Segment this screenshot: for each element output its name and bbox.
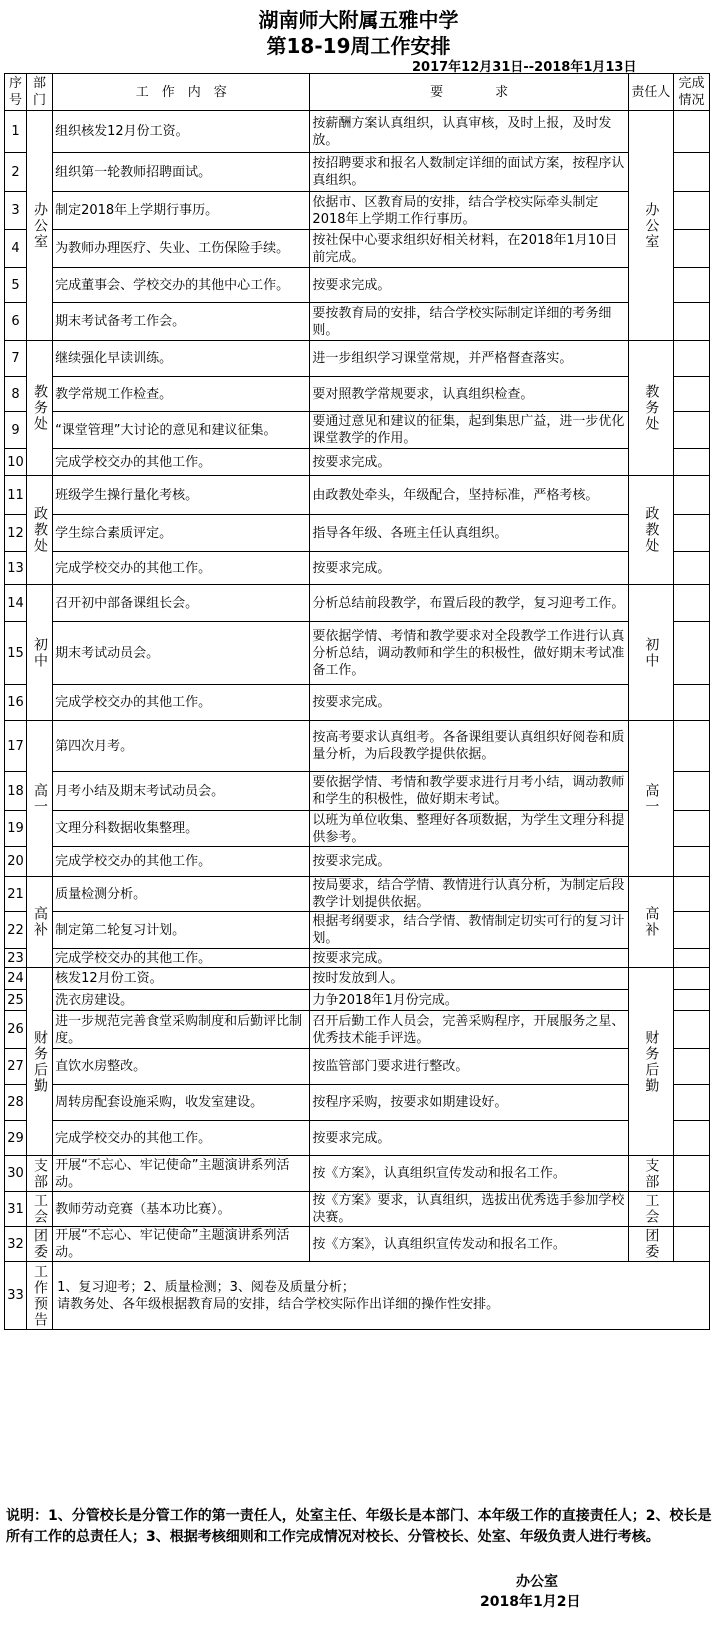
work-content: 月考小结及期末考试动员会。 [53, 772, 310, 811]
responsible-cell [628, 721, 673, 877]
work-content: 进一步规范完善食堂采购制度和后勤评比制度。 [53, 1011, 310, 1049]
status-cell [673, 449, 709, 476]
status-cell [673, 1085, 709, 1121]
status-cell [673, 772, 709, 811]
table-row [5, 990, 710, 1011]
dept-cell [27, 341, 53, 476]
dept-cell [27, 877, 53, 968]
table-row [5, 847, 710, 877]
requirement: 按局要求，结合学情、教情进行认真分析，为制定后段教学计划提供依据。 [310, 877, 628, 912]
table-row [5, 772, 710, 811]
row-no: 4 [5, 230, 27, 268]
responsible-cell [628, 1192, 673, 1227]
requirement: 召开后勤工作人员会，完善采购程序，开展服务之星、优秀技术能手评选。 [310, 1011, 628, 1049]
dept-label: 办公室 [32, 201, 49, 250]
footer-note: 说明：1、分管校长是分管工作的第一责任人，处室主任、年级长是本部门、本年级工作的直接责任人；2、校长是所有工作的总责任人；3、根据考核细则和工作完成情况对校长、分管校长、处室、年级负责人进行考核。 [6, 1508, 712, 1545]
preview-row [5, 1262, 710, 1330]
status-cell [673, 1011, 709, 1049]
status-cell [673, 1227, 709, 1262]
table-row [5, 476, 710, 515]
row-no: 14 [5, 585, 27, 622]
status-cell [673, 412, 709, 449]
table-row [5, 341, 710, 377]
requirement: 根据考纲要求，结合学情、教情制定切实可行的复习计划。 [310, 912, 628, 949]
row-no: 13 [5, 552, 27, 585]
work-content: 教师劳动竞赛（基本功比赛）。 [53, 1192, 310, 1227]
status-cell [673, 877, 709, 912]
requirement: 按薪酬方案认真组织，认真审核，及时上报，及时发放。 [310, 111, 628, 153]
table-row [5, 685, 710, 721]
status-cell [673, 585, 709, 622]
requirement: 按程序采购，按要求如期建设好。 [310, 1085, 628, 1121]
requirement: 要对照教学常规要求，认真组织检查。 [310, 377, 628, 412]
table-row [5, 268, 710, 303]
requirement: 按社保中心要求组织好相关材料，在2018年1月10日前完成。 [310, 230, 628, 268]
requirement: 进一步组织学习课堂常规，并严格督查落实。 [310, 341, 628, 377]
dept-label: 教务处 [32, 384, 49, 432]
responsible-label: 办公室 [643, 201, 660, 250]
status-cell [673, 1121, 709, 1156]
row-no: 30 [5, 1156, 27, 1192]
work-content: 完成学校交办的其他工作。 [53, 449, 310, 476]
responsible-label: 教务处 [643, 384, 660, 432]
table-row [5, 949, 710, 968]
dept-label: 初中 [32, 636, 49, 669]
date-range: 2017年12月31日--2018年1月13日 [412, 60, 637, 75]
work-content: 制定第二轮复习计划。 [53, 912, 310, 949]
work-content: 直饮水房整改。 [53, 1049, 310, 1085]
status-cell [673, 111, 709, 153]
table-row [5, 1227, 710, 1262]
requirement: 要依据学情、考情和教学要求进行月考小结，调动教师和学生的积极性，做好期末考试。 [310, 772, 628, 811]
work-content: 核发12月份工资。 [53, 968, 310, 990]
requirement: 按要求完成。 [310, 268, 628, 303]
responsible-cell [628, 111, 673, 341]
header-resp: 责任人 [628, 74, 673, 111]
signer: 办公室 [516, 1574, 558, 1590]
status-cell [673, 476, 709, 515]
work-content: 洗衣房建设。 [53, 990, 310, 1011]
row-no: 17 [5, 721, 27, 772]
table-row [5, 1011, 710, 1049]
status-cell [673, 230, 709, 268]
dept-label: 高补 [32, 906, 49, 938]
table-row [5, 622, 710, 685]
school-name: 湖南师大附属五雅中学 [258, 8, 459, 32]
status-cell [673, 268, 709, 303]
dept-cell [27, 585, 53, 721]
row-no: 15 [5, 622, 27, 685]
work-content: 继续强化早读训练。 [53, 341, 310, 377]
work-content: 班级学生操行量化考核。 [53, 476, 310, 515]
status-cell [673, 968, 709, 990]
work-content: 学生综合素质评定。 [53, 515, 310, 552]
row-no: 2 [5, 153, 27, 192]
responsible-cell [628, 1227, 673, 1262]
requirement: 按要求完成。 [310, 685, 628, 721]
requirement: 力争2018年1月份完成。 [310, 990, 628, 1011]
work-content: 完成学校交办的其他工作。 [53, 949, 310, 968]
row-no: 8 [5, 377, 27, 412]
status-cell [673, 341, 709, 377]
work-content: 期末考试动员会。 [53, 622, 310, 685]
requirement: 按要求完成。 [310, 449, 628, 476]
row-no: 26 [5, 1011, 27, 1049]
row-no: 7 [5, 341, 27, 377]
dept-cell [27, 1192, 53, 1227]
dept-label: 高一 [32, 782, 49, 815]
table-row [5, 585, 710, 622]
row-no: 29 [5, 1121, 27, 1156]
table-row [5, 1121, 710, 1156]
responsible-label: 政教处 [643, 506, 660, 554]
row-no: 33 [5, 1262, 27, 1330]
work-content: 周转房配套设施采购，收发室建设。 [53, 1085, 310, 1121]
row-no: 5 [5, 268, 27, 303]
row-no: 6 [5, 303, 27, 341]
row-no: 11 [5, 476, 27, 515]
row-no: 3 [5, 192, 27, 230]
responsible-label: 初中 [643, 636, 660, 669]
status-cell [673, 515, 709, 552]
table-row [5, 230, 710, 268]
status-cell [673, 1192, 709, 1227]
work-content: 第四次月考。 [53, 721, 310, 772]
dept-label: 财务后勤 [32, 1029, 49, 1094]
responsible-cell [628, 1156, 673, 1192]
table-row [5, 968, 710, 990]
row-no: 10 [5, 449, 27, 476]
status-cell [673, 685, 709, 721]
preview-line-1: 1、复习迎考；2、质量检测；3、阅卷及质量分析； [57, 1279, 355, 1295]
status-cell [673, 192, 709, 230]
requirement: 以班为单位收集、整理好各项数据，为学生文理分科提供参考。 [310, 811, 628, 847]
dept-label: 团委 [32, 1228, 49, 1260]
status-cell [673, 847, 709, 877]
table-row [5, 153, 710, 192]
responsible-label: 工会 [643, 1193, 660, 1225]
dept-cell [27, 476, 53, 585]
responsible-cell [628, 476, 673, 585]
table-row [5, 1049, 710, 1085]
status-cell [673, 1156, 709, 1192]
work-content: 完成学校交办的其他工作。 [53, 1121, 310, 1156]
table-row [5, 721, 710, 772]
requirement: 按高考要求认真组考。各备课组要认真组织好阅卷和质量分析，为后段教学提供依据。 [310, 721, 628, 772]
work-content: 开展“不忘心、牢记使命”主题演讲系列活动。 [53, 1156, 310, 1192]
table-row [5, 515, 710, 552]
requirement: 由政教处牵头，年级配合，坚持标准，严格考核。 [310, 476, 628, 515]
preview-content [53, 1262, 710, 1330]
work-content: 开展“不忘心、牢记使命”主题演讲系列活动。 [53, 1227, 310, 1262]
responsible-cell [628, 968, 673, 1156]
requirement: 分析总结前段教学，布置后段的教学，复习迎考工作。 [310, 585, 628, 622]
work-content: 完成学校交办的其他工作。 [53, 685, 310, 721]
header-dept: 部门 [27, 74, 53, 111]
table-row [5, 111, 710, 153]
page-title: 第18-19周工作安排 [266, 34, 451, 58]
responsible-cell [628, 341, 673, 476]
status-cell [673, 153, 709, 192]
requirement: 要按教育局的安排，结合学校实际制定详细的考务细则。 [310, 303, 628, 341]
header-req: 要 求 [310, 74, 628, 111]
work-content: 完成学校交办的其他工作。 [53, 552, 310, 585]
requirement: 依据市、区教育局的安排，结合学校实际牵头制定2018年上学期工作行事历。 [310, 192, 628, 230]
row-no: 19 [5, 811, 27, 847]
status-cell [673, 811, 709, 847]
work-content: 完成董事会、学校交办的其他中心工作。 [53, 268, 310, 303]
requirement: 按时发放到人。 [310, 968, 628, 990]
status-cell [673, 303, 709, 341]
work-content: 教学常规工作检查。 [53, 377, 310, 412]
status-cell [673, 622, 709, 685]
requirement: 按招聘要求和报名人数制定详细的面试方案，按程序认真组织。 [310, 153, 628, 192]
sign-date: 2018年1月2日 [480, 1594, 581, 1610]
row-no: 21 [5, 877, 27, 912]
dept-label: 工作预告 [32, 1263, 49, 1328]
work-content: 召开初中部备课组长会。 [53, 585, 310, 622]
row-no: 12 [5, 515, 27, 552]
row-no: 16 [5, 685, 27, 721]
responsible-cell [628, 877, 673, 968]
responsible-cell [628, 585, 673, 721]
dept-cell [27, 111, 53, 341]
requirement: 按要求完成。 [310, 1121, 628, 1156]
responsible-label: 高一 [643, 782, 660, 815]
table-row [5, 1192, 710, 1227]
requirement: 按要求完成。 [310, 847, 628, 877]
row-no: 20 [5, 847, 27, 877]
row-no: 23 [5, 949, 27, 968]
preview-line-2: 请教务处、各年级根据教育局的安排，结合学校实际作出详细的操作性安排。 [57, 1296, 500, 1312]
table-row [5, 377, 710, 412]
header-status: 完成情况 [673, 74, 709, 111]
dept-label: 工会 [32, 1193, 49, 1225]
header-no: 序号 [5, 74, 27, 111]
responsible-label: 支部 [643, 1157, 660, 1190]
work-content: 完成学校交办的其他工作。 [53, 847, 310, 877]
requirement: 按要求完成。 [310, 949, 628, 968]
table-row [5, 412, 710, 449]
table-row [5, 192, 710, 230]
status-cell [673, 721, 709, 772]
dept-cell [27, 721, 53, 877]
work-content: 文理分科数据收集整理。 [53, 811, 310, 847]
requirement: 要依据学情、考情和教学要求对全段教学工作进行认真分析总结，调动教师和学生的积极性，做好期末考试准备工作。 [310, 622, 628, 685]
header-work: 工 作 内 容 [53, 74, 310, 111]
table-row [5, 552, 710, 585]
dept-cell [27, 1227, 53, 1262]
row-no: 31 [5, 1192, 27, 1227]
row-no: 32 [5, 1227, 27, 1262]
requirement: 指导各年级、各班主任认真组织。 [310, 515, 628, 552]
table-row [5, 1156, 710, 1192]
row-no: 27 [5, 1049, 27, 1085]
schedule-table [4, 73, 710, 1330]
requirement: 按要求完成。 [310, 552, 628, 585]
status-cell [673, 1049, 709, 1085]
work-content: 组织核发12月份工资。 [53, 111, 310, 153]
requirement: 按监管部门要求进行整改。 [310, 1049, 628, 1085]
work-content: 期末考试备考工作会。 [53, 303, 310, 341]
table-row [5, 811, 710, 847]
table-row [5, 449, 710, 476]
schedule-body [5, 111, 710, 1330]
dept-label: 政教处 [32, 506, 49, 554]
table-row [5, 912, 710, 949]
responsible-label: 团委 [643, 1228, 660, 1260]
work-content: 为教师办理医疗、失业、工伤保险手续。 [53, 230, 310, 268]
work-content: 组织第一轮教师招聘面试。 [53, 153, 310, 192]
status-cell [673, 377, 709, 412]
dept-cell [27, 1156, 53, 1192]
dept-label: 支部 [32, 1157, 49, 1190]
status-cell [673, 990, 709, 1011]
row-no: 24 [5, 968, 27, 990]
row-no: 22 [5, 912, 27, 949]
work-content: “课堂管理”大讨论的意见和建议征集。 [53, 412, 310, 449]
status-cell [673, 949, 709, 968]
table-row [5, 877, 710, 912]
work-content: 质量检测分析。 [53, 877, 310, 912]
dept-cell [27, 968, 53, 1156]
work-content: 制定2018年上学期行事历。 [53, 192, 310, 230]
status-cell [673, 912, 709, 949]
row-no: 18 [5, 772, 27, 811]
table-row [5, 303, 710, 341]
responsible-label: 财务后勤 [643, 1029, 660, 1094]
responsible-label: 高补 [643, 906, 660, 938]
status-cell [673, 552, 709, 585]
dept-cell [27, 1262, 53, 1330]
requirement: 按《方案》，认真组织宣传发动和报名工作。 [310, 1156, 628, 1192]
header-row [5, 74, 710, 111]
row-no: 28 [5, 1085, 27, 1121]
row-no: 1 [5, 111, 27, 153]
row-no: 9 [5, 412, 27, 449]
requirement: 按《方案》，认真组织宣传发动和报名工作。 [310, 1227, 628, 1262]
table-row [5, 1085, 710, 1121]
row-no: 25 [5, 990, 27, 1011]
requirement: 要通过意见和建议的征集，起到集思广益，进一步优化课堂教学的作用。 [310, 412, 628, 449]
requirement: 按《方案》要求，认真组织，选拔出优秀选手参加学校决赛。 [310, 1192, 628, 1227]
